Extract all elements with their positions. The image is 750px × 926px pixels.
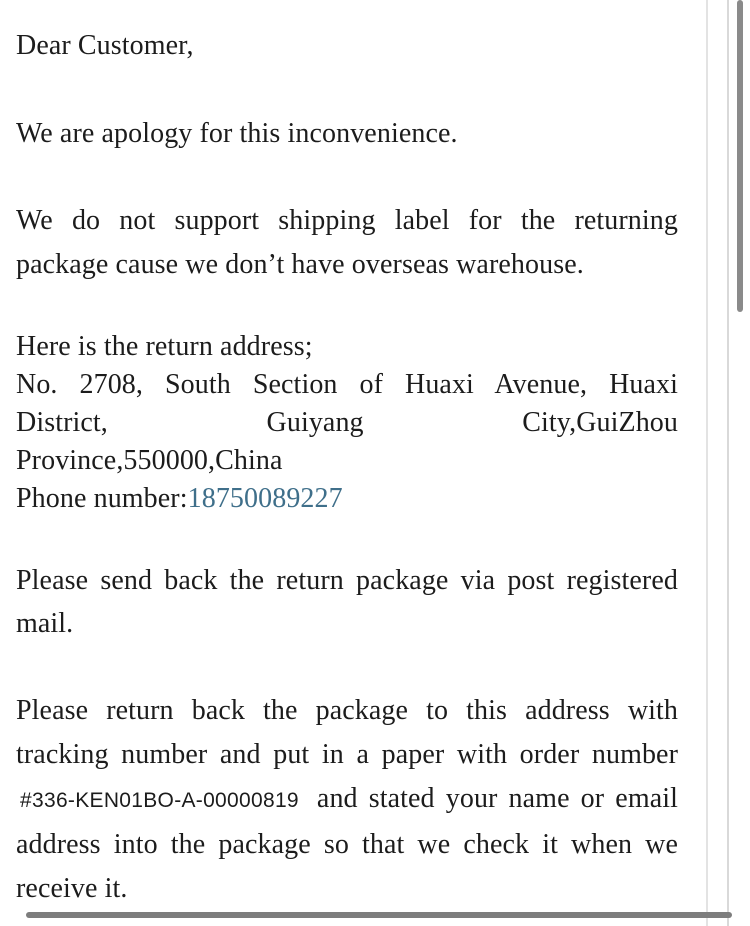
order-number: #336-KEN01BO-A-00000819	[20, 789, 299, 812]
address-line-3: Province,550000,China	[16, 445, 283, 476]
phone-number-link[interactable]: 18750089227	[187, 483, 343, 514]
return-address-block	[16, 328, 678, 518]
page-edge-divider	[727, 0, 729, 926]
phone-row	[16, 480, 678, 518]
return-instruction-text-after: and stated your name or email address into the package so that we check it when we receive it.	[16, 783, 678, 904]
greeting: Dear Customer,	[16, 30, 194, 61]
content-edge-divider	[706, 0, 708, 926]
address-intro: Here is the return address;	[16, 331, 313, 362]
return-instruction-text-before: Please return back the package to this address with tracking number and put in a paper with order number	[16, 695, 678, 770]
phone-label: Phone number:	[16, 483, 188, 514]
apology-paragraph: We are apology for this inconvenience.	[16, 118, 458, 149]
horizontal-scrollbar[interactable]	[26, 912, 732, 918]
address-line-1: No. 2708, South Section of Huaxi Avenue, Huaxi	[16, 369, 678, 400]
return-instruction-paragraph	[16, 689, 678, 911]
vertical-scrollbar[interactable]	[737, 0, 743, 312]
address-line-2: District, Guiyang City,GuiZhou	[16, 407, 678, 438]
send-instruction-paragraph: Please send back the return package via post registered mail.	[16, 565, 678, 639]
shipping-note-paragraph: We do not support shipping label for the returning package cause we don’t have overseas warehouse.	[16, 205, 678, 280]
